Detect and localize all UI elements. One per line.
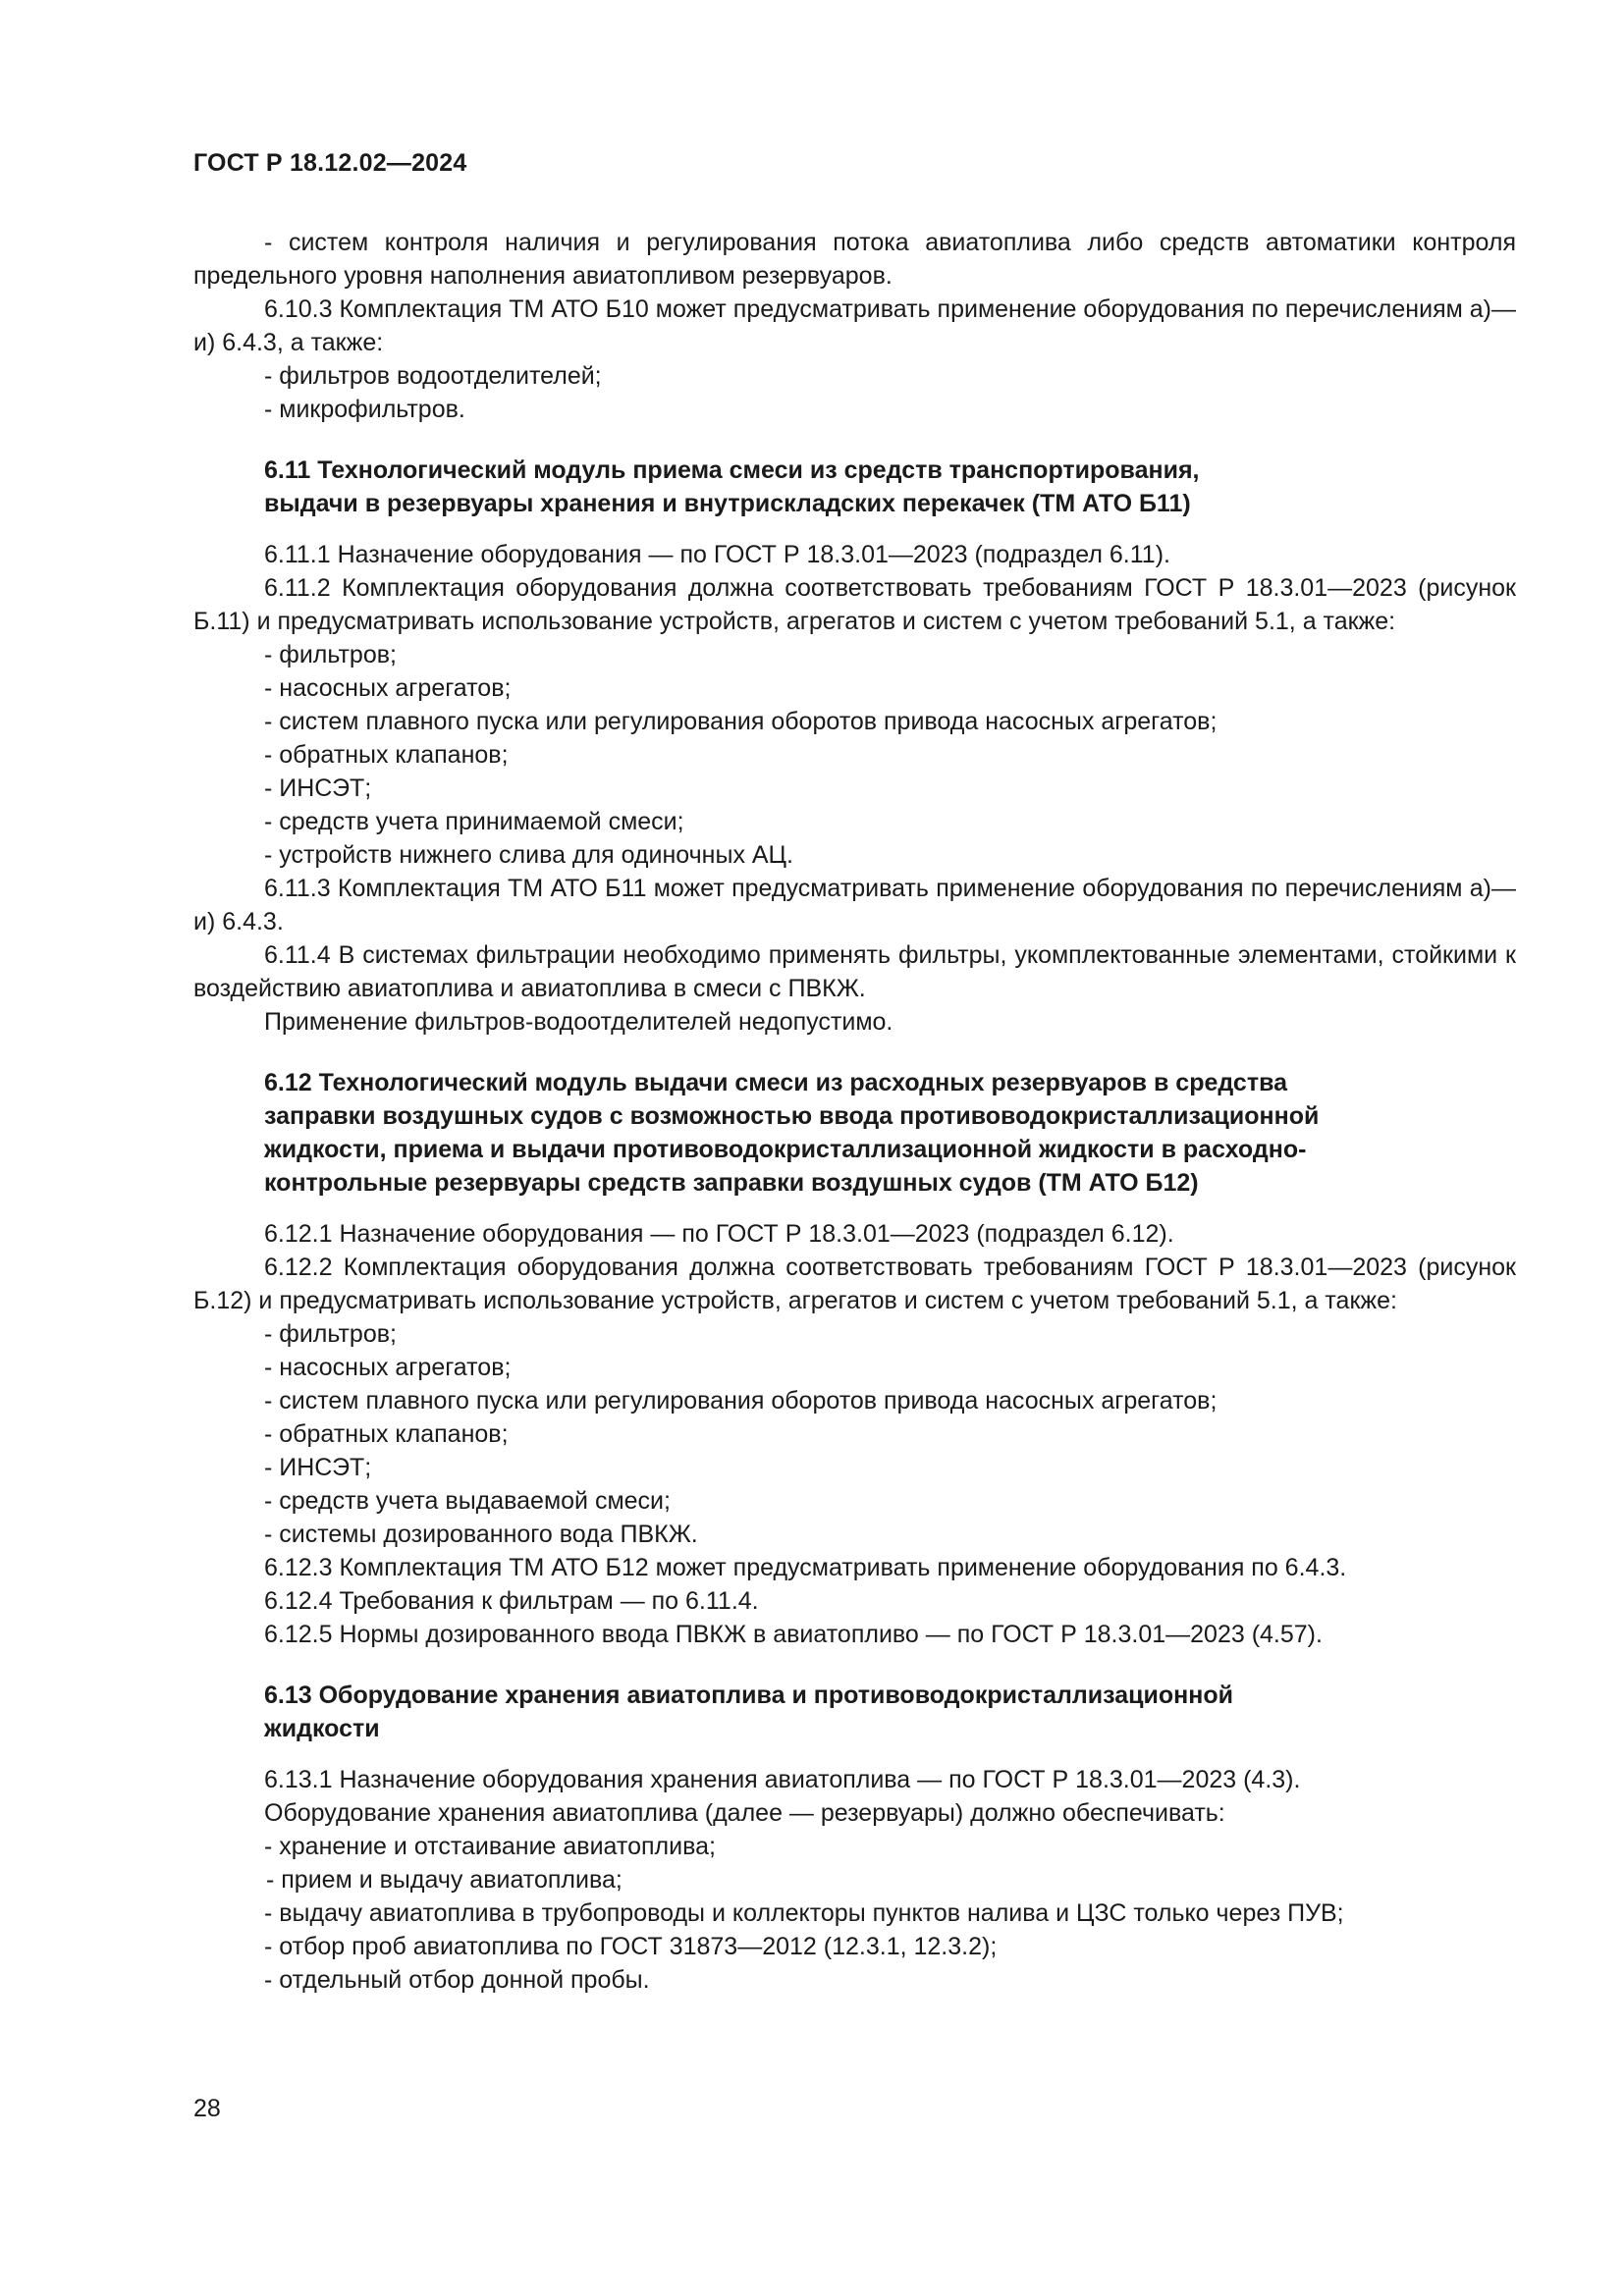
heading-line: заправки воздушных судов с возможностью ввода противоводокристаллизационной bbox=[264, 1102, 1320, 1130]
list-item: - ИНСЭТ; bbox=[264, 1454, 372, 1481]
paragraph-6-12-5: 6.12.5 Нормы дозированного ввода ПВКЖ в авиатопливо — по ГОСТ Р 18.3.01—2023 (4.57). bbox=[264, 1621, 1323, 1648]
list-item: - средств учета принимаемой смеси; bbox=[264, 808, 684, 835]
section-heading-6-13 bbox=[193, 1679, 1516, 1745]
list-item: - средств учета выдаваемой смеси; bbox=[264, 1487, 671, 1515]
list-item: - ИНСЭТ; bbox=[264, 774, 372, 802]
paragraph-6-13-intro: Оборудование хранения авиатоплива (далее — резервуары) должно обеспечивать: bbox=[264, 1799, 1225, 1827]
heading-line: жидкости bbox=[264, 1715, 380, 1742]
list-item: - насосных агрегатов; bbox=[264, 674, 512, 702]
list-item: - обратных клапанов; bbox=[264, 741, 509, 769]
list-item: - фильтров; bbox=[264, 1320, 397, 1348]
list-item: - фильтров водоотделителей; bbox=[264, 362, 602, 390]
paragraph-6-13-1: 6.13.1 Назначение оборудования хранения авиатоплива — по ГОСТ Р 18.3.01—2023 (4.3). bbox=[264, 1766, 1301, 1793]
list-item: - отдельный отбор донной пробы. bbox=[264, 1966, 650, 1994]
list-item: - систем контроля наличия и регулирования потока авиатоплива либо средств автоматики контроля предельного уровня наполнения авиатопливом резервуаров. bbox=[193, 229, 1516, 290]
list-item: - прием и выдачу авиатоплива; bbox=[266, 1866, 623, 1894]
list-item: - системы дозированного вода ПВКЖ. bbox=[264, 1521, 698, 1548]
list-item: - фильтров; bbox=[264, 641, 397, 668]
list-item: - устройств нижнего слива для одиночных АЦ. bbox=[264, 841, 794, 869]
heading-line: 6.12 Технологический модуль выдачи смеси из расходных резервуаров в средства bbox=[264, 1069, 1288, 1096]
heading-line: контрольные резервуары средств заправки воздушных судов (ТМ АТО Б12) bbox=[264, 1169, 1199, 1197]
paragraph-note: Применение фильтров-водоотделителей недопустимо. bbox=[264, 1008, 893, 1036]
section-heading-6-11 bbox=[193, 454, 1516, 520]
paragraph-6-12-2: 6.12.2 Комплектация оборудования должна соответствовать требованиям ГОСТ Р 18.3.01—2023 (рисунок Б.12) и предусматривать использование устройств, агрегатов и систем с учетом требований 5.1, а также: bbox=[193, 1254, 1516, 1314]
list-item: - микрофильтров. bbox=[264, 396, 465, 423]
page-header: ГОСТ Р 18.12.02—2024 bbox=[193, 149, 467, 177]
list-item: - хранение и отстаивание авиатоплива; bbox=[264, 1833, 716, 1860]
paragraph-6-11-4: 6.11.4 В системах фильтрации необходимо применять фильтры, укомплектованные элементами, стойкими к воздействию авиатоплива и авиатоплива в смеси с ПВКЖ. bbox=[193, 941, 1516, 1002]
list-item: - систем плавного пуска или регулирования оборотов привода насосных агрегатов; bbox=[264, 708, 1218, 735]
list-item: - отбор проб авиатоплива по ГОСТ 31873—2012 (12.3.1, 12.3.2); bbox=[264, 1933, 998, 1960]
paragraph-6-11-1: 6.11.1 Назначение оборудования — по ГОСТ Р 18.3.01—2023 (подраздел 6.11). bbox=[264, 541, 1170, 568]
paragraph-6-12-4: 6.12.4 Требования к фильтрам — по 6.11.4. bbox=[264, 1587, 759, 1615]
list-item: - выдачу авиатоплива в трубопроводы и коллекторы пунктов налива и ЦЗС только через ПУВ; bbox=[264, 1899, 1344, 1927]
heading-line: выдачи в резервуары хранения и внутрискладских перекачек (ТМ АТО Б11) bbox=[264, 490, 1191, 517]
paragraph-6-12-1: 6.12.1 Назначение оборудования — по ГОСТ Р 18.3.01—2023 (подраздел 6.12). bbox=[264, 1220, 1174, 1248]
page-content bbox=[193, 226, 1516, 1997]
paragraph-6-12-3: 6.12.3 Комплектация ТМ АТО Б12 может предусматривать применение оборудования по 6.4.3. bbox=[264, 1554, 1347, 1581]
heading-line: 6.13 Оборудование хранения авиатоплива и противоводокристаллизационной bbox=[264, 1682, 1233, 1709]
section-heading-6-12 bbox=[193, 1066, 1516, 1200]
paragraph-6-11-2: 6.11.2 Комплектация оборудования должна соответствовать требованиям ГОСТ Р 18.3.01—2023 (рисунок Б.11) и предусматривать использование устройств, агрегатов и систем с учетом требований 5.1, а также: bbox=[193, 574, 1516, 635]
paragraph-6-10-3: 6.10.3 Комплектация ТМ АТО Б10 может предусматривать применение оборудования по перечислениям а)—и) 6.4.3, а также: bbox=[193, 295, 1516, 356]
paragraph-6-11-3: 6.11.3 Комплектация ТМ АТО Б11 может предусматривать применение оборудования по перечислениям а)—и) 6.4.3. bbox=[193, 875, 1516, 935]
list-item: - насосных агрегатов; bbox=[264, 1354, 512, 1381]
list-item: - обратных клапанов; bbox=[264, 1420, 509, 1448]
heading-line: жидкости, приема и выдачи противоводокристаллизационной жидкости в расходно- bbox=[264, 1136, 1307, 1163]
heading-line: 6.11 Технологический модуль приема смеси из средств транспортирования, bbox=[264, 456, 1200, 484]
page-number: 28 bbox=[193, 2095, 221, 2122]
list-item: - систем плавного пуска или регулирования оборотов привода насосных агрегатов; bbox=[264, 1387, 1218, 1415]
